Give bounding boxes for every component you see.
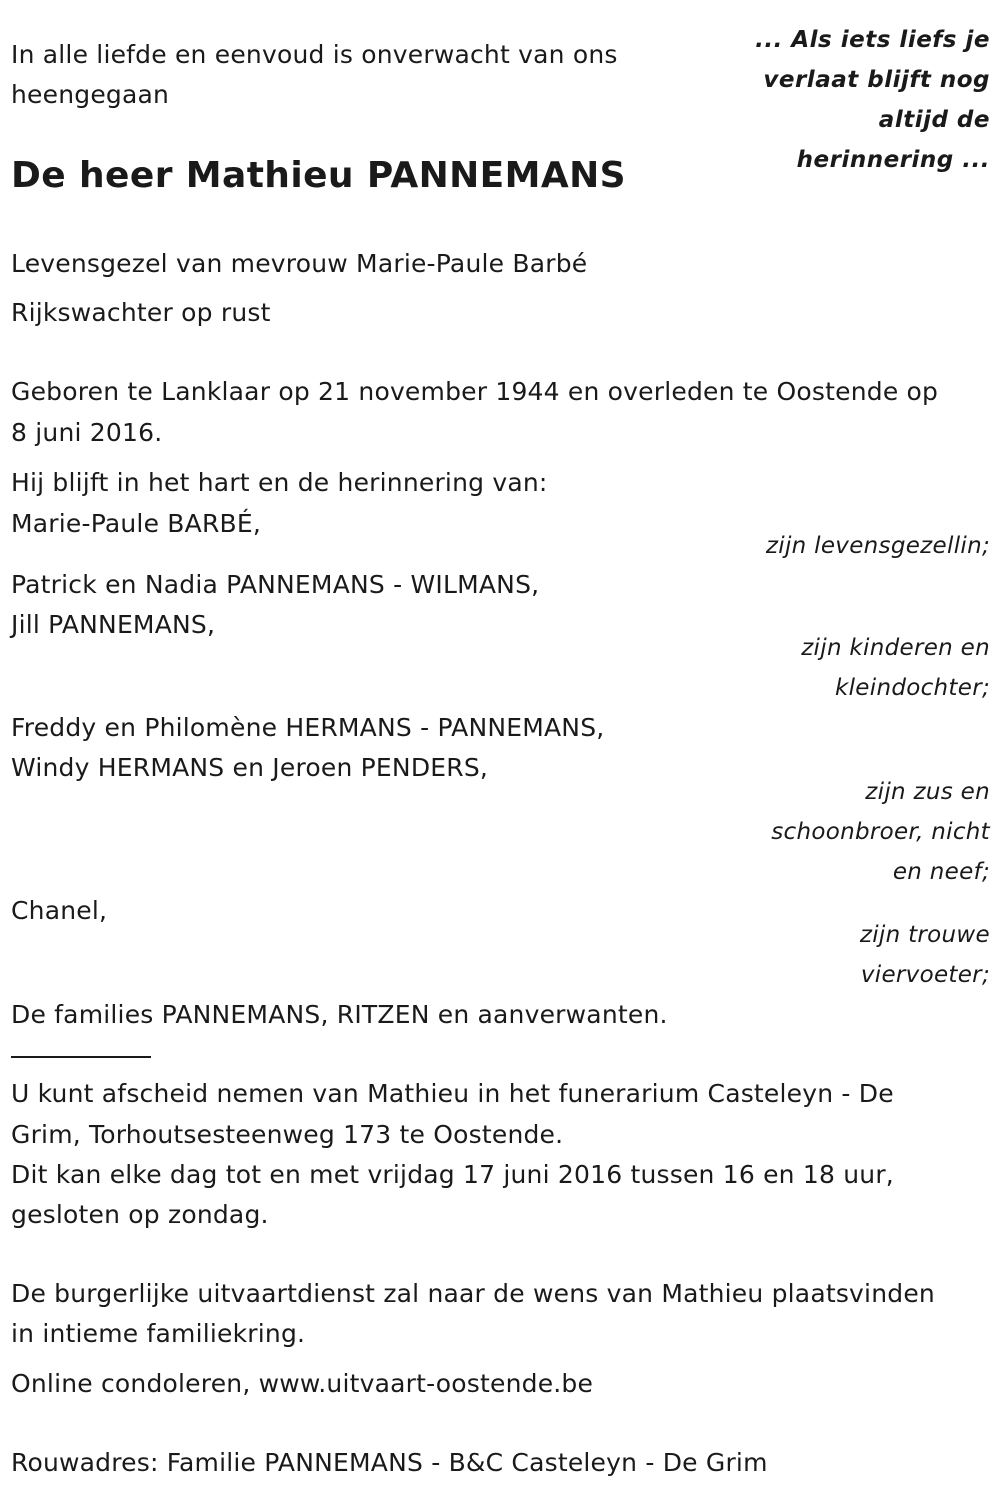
quote-line: herinnering ... bbox=[796, 147, 990, 173]
mourner-name: Freddy en Philomène HERMANS - PANNEMANS, bbox=[11, 713, 605, 742]
mourner-relation: kleindochter; bbox=[835, 675, 990, 701]
service-line-2: in intieme familiekring. bbox=[11, 1319, 306, 1348]
farewell-line-4: gesloten op zondag. bbox=[11, 1200, 269, 1229]
quote-line: altijd de bbox=[878, 107, 990, 133]
condolences-link[interactable]: Online condoleren, www.uitvaart-oostende.be bbox=[11, 1369, 594, 1398]
mourner-name: Jill PANNEMANS, bbox=[11, 610, 216, 639]
deceased-name: De heer Mathieu PANNEMANS bbox=[11, 155, 626, 196]
families-line: De families PANNEMANS, RITZEN en aanverwanten. bbox=[11, 1000, 668, 1029]
mourner-relation: zijn kinderen en bbox=[801, 635, 990, 661]
service-line-1: De burgerlijke uitvaartdienst zal naar de wens van Mathieu plaatsvinden bbox=[11, 1279, 935, 1308]
partner-line: Levensgezel van mevrouw Marie-Paule Barbé bbox=[11, 249, 588, 278]
birth-death-line-2: 8 juni 2016. bbox=[11, 418, 163, 447]
mourner-relation: zijn trouwe bbox=[859, 922, 990, 948]
memorial-quote bbox=[690, 20, 990, 180]
farewell-line-1: U kunt afscheid nemen van Mathieu in het funerarium Casteleyn - De bbox=[11, 1079, 894, 1108]
mourner-relation: zijn zus en bbox=[865, 779, 990, 805]
mourner-name: Windy HERMANS en Jeroen PENDERS, bbox=[11, 753, 489, 782]
profession: Rijkswachter op rust bbox=[11, 298, 271, 327]
quote-line: verlaat blijft nog bbox=[763, 67, 990, 93]
farewell-line-2: Grim, Torhoutsesteenweg 173 te Oostende. bbox=[11, 1120, 564, 1149]
mourner-name: Chanel, bbox=[11, 896, 108, 925]
mourner-name: Marie-Paule BARBÉ, bbox=[11, 509, 262, 538]
mourner-relation: en neef; bbox=[892, 859, 990, 885]
intro-line-1: In alle liefde en eenvoud is onverwacht van ons bbox=[11, 40, 618, 69]
farewell-line-3: Dit kan elke dag tot en met vrijdag 17 juni 2016 tussen 16 en 18 uur, bbox=[11, 1160, 894, 1189]
quote-line: ... Als iets liefs je bbox=[755, 27, 990, 53]
remembered-intro: Hij blijft in het hart en de herinnering van: bbox=[11, 468, 548, 497]
divider bbox=[11, 1056, 151, 1058]
mourner-relation: zijn levensgezellin; bbox=[765, 533, 990, 559]
mourning-address: Rouwadres: Familie PANNEMANS - B&C Casteleyn - De Grim bbox=[11, 1448, 768, 1477]
mourner-name: Patrick en Nadia PANNEMANS - WILMANS, bbox=[11, 570, 540, 599]
mourner-relation: schoonbroer, nicht bbox=[771, 819, 990, 845]
mourner-relation: viervoeter; bbox=[860, 962, 990, 988]
intro-line-2: heengegaan bbox=[11, 80, 170, 109]
birth-death-line-1: Geboren te Lanklaar op 21 november 1944 en overleden te Oostende op bbox=[11, 377, 939, 406]
